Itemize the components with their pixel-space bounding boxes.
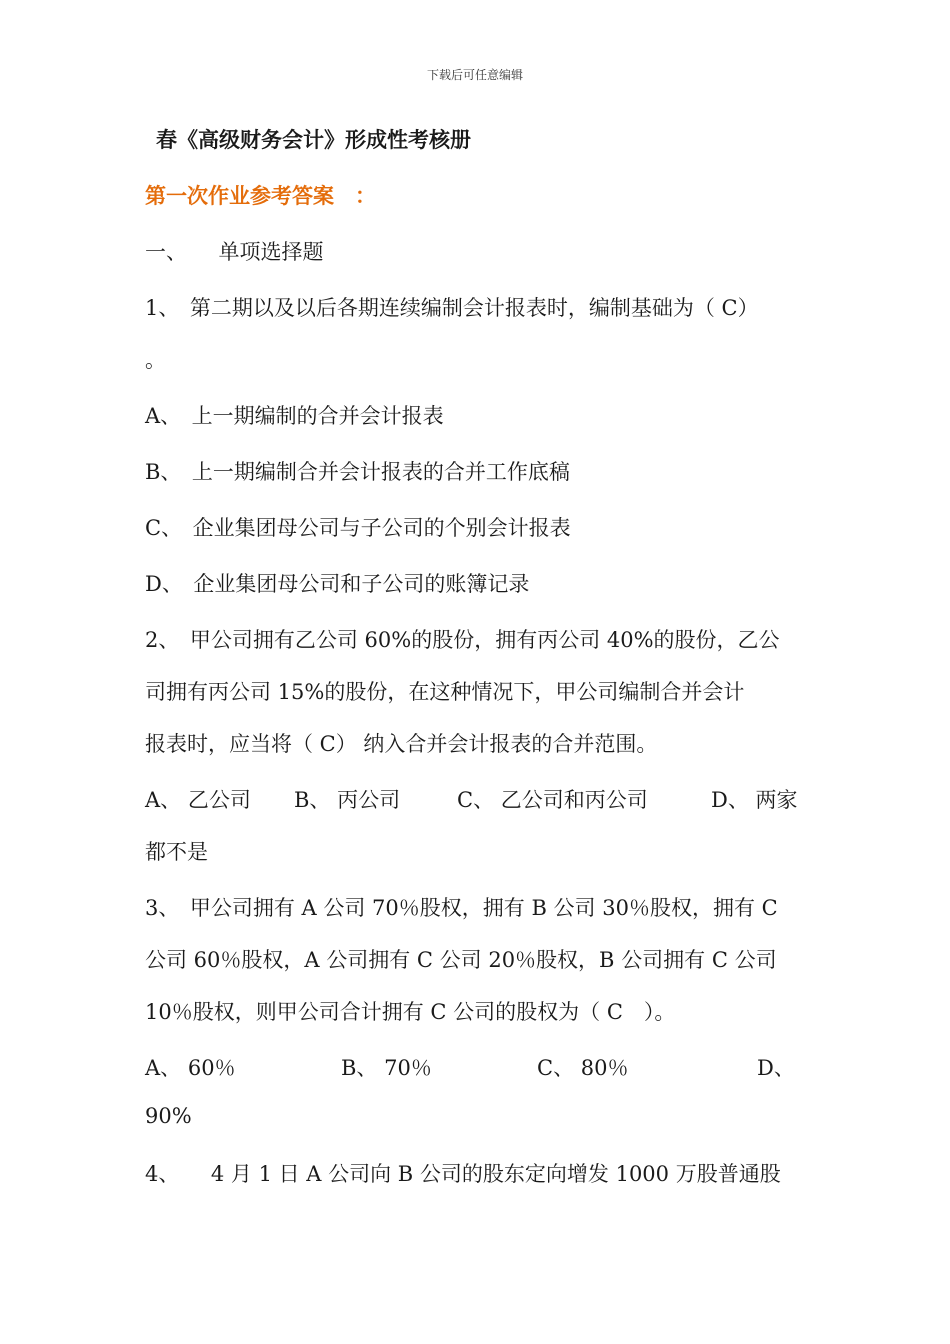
question-3-stem-cont: 公司 60％股权，A 公司拥有 C 公司 20％股权，B 公司拥有 C 公司 xyxy=(145,948,777,972)
document-title: 春《高级财务会计》形成性考核册 xyxy=(156,128,471,152)
question-3-stem: 3、 甲公司拥有 A 公司 70％股权，拥有 B 公司 30％股权，拥有 C xyxy=(145,896,778,920)
question-2-option-a: A、 乙公司 xyxy=(145,788,251,812)
question-2-option-d-cont: 都不是 xyxy=(145,840,208,864)
question-2-option-b: B、 丙公司 xyxy=(294,788,401,812)
question-1-option-b: B、 上一期编制合并会计报表的合并工作底稿 xyxy=(145,460,570,484)
question-3-option-d-cont: 90% xyxy=(145,1104,192,1128)
question-4-stem: 4、 4 月 1 日 A 公司向 B 公司的股东定向增发 1000 万股普通股 xyxy=(145,1162,781,1186)
question-2-stem: 2、 甲公司拥有乙公司 60%的股份，拥有丙公司 40%的股份，乙公 xyxy=(145,628,780,652)
question-2-option-d: D、 两家 xyxy=(711,788,798,812)
question-1-option-d: D、 企业集团母公司和子公司的账簿记录 xyxy=(145,572,530,596)
question-3-option-d: D、 xyxy=(757,1056,795,1080)
question-3-stem-cont2: 10％股权，则甲公司合计拥有 C 公司的股权为（ C ）。 xyxy=(145,1000,676,1024)
question-1-stem: 1、 第二期以及以后各期连续编制会计报表时，编制基础为（ C） xyxy=(145,296,759,320)
question-2-stem-cont2: 报表时，应当将（ C） 纳入合并会计报表的合并范围。 xyxy=(145,732,658,756)
page-header: 下载后可任意编辑 xyxy=(426,68,523,82)
question-3-option-c: C、 80％ xyxy=(537,1056,629,1080)
question-3-option-a: A、 60％ xyxy=(145,1056,236,1080)
question-1-option-a: A、 上一期编制的合并会计报表 xyxy=(145,404,444,428)
question-1-stem-cont: 。 xyxy=(145,348,166,372)
question-2-stem-cont: 司拥有丙公司 15%的股份，在这种情况下，甲公司编制合并会计 xyxy=(145,680,745,704)
question-3-option-b: B、 70％ xyxy=(341,1056,432,1080)
section-heading: 一、 单项选择题 xyxy=(145,240,324,264)
answer-heading: 第一次作业参考答案 ： xyxy=(145,184,376,208)
question-1-option-c: C、 企业集团母公司与子公司的个别会计报表 xyxy=(145,516,571,540)
question-2-option-c: C、 乙公司和丙公司 xyxy=(457,788,648,812)
